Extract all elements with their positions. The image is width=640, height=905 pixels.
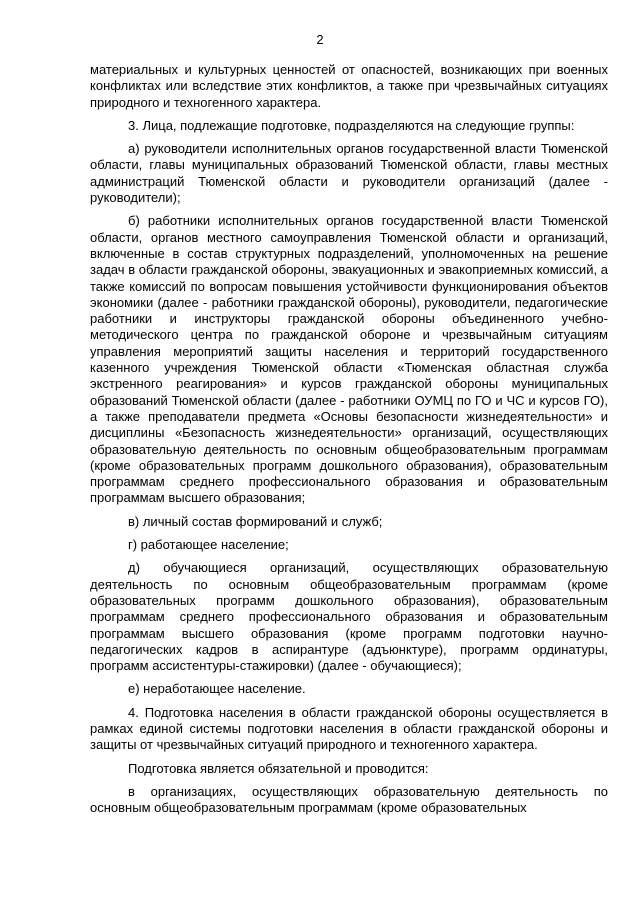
paragraph-organizations: в организациях, осуществляющих образовательную деятельность по основным общеобразовательным программам (кроме образовательных	[90, 783, 608, 816]
paragraph-item-a: а) руководители исполнительных органов государственной власти Тюменской области, главы муниципальных образований Тюменской области, главы местных администраций Тюменской области и руководители организаций (далее - руководители);	[90, 141, 608, 206]
paragraph-item-d: д) обучающиеся организаций, осуществляющих образовательную деятельность по основным общеобразовательным программам (кроме образовательных программ дошкольного образования), образовательным программам среднего профессионального образования и образовательным программам высшего образования (кроме программ подготовки научно-педагогических кадров в аспирантуре (адъюнктуре), программ ординатуры, программ ассистентуры-стажировки) (далее - обучающиеся);	[90, 560, 608, 674]
paragraph-item-v: в) личный состав формирований и служб;	[128, 513, 383, 529]
document-body	[90, 62, 608, 823]
paragraph-item-4: 4. Подготовка населения в области гражданской обороны осуществляется в рамках единой системы подготовки населения в области гражданской обороны и защиты от чрезвычайных ситуаций природного и техногенного характера.	[90, 704, 608, 753]
paragraph-continuation: материальных и культурных ценностей от опасностей, возникающих при военных конфликтах или вследствие этих конфликтов, а также при чрезвычайных ситуациях природного и техногенного характера.	[90, 62, 608, 110]
page-number: 2	[316, 32, 324, 47]
paragraph-item-g: г) работающее население;	[128, 537, 289, 553]
paragraph-item-3: 3. Лица, подлежащие подготовке, подразделяются на следующие группы:	[128, 117, 575, 133]
paragraph-item-b: б) работники исполнительных органов государственной власти Тюменской области, органов местного самоуправления Тюменской области и организаций, включенные в состав структурных подразделений, уполномоченных на решение задач в области гражданской обороны, эвакуационных и эвакоприемных комиссий, а также комиссий по вопросам повышения устойчивости функционирования объектов экономики (далее - работники гражданской обороны), руководители, педагогические работники и инструкторы гражданской обороны объединенного учебно-методического центра по гражданской обороне и чрезвычайным ситуациям управления мероприятий защиты населения и территорий государственного казенного учреждения Тюменской области «Тюменская областная служба экстренного реагирования» и курсов гражданской обороны муниципальных образований Тюменской области (далее - работники ОУМЦ по ГО и ЧС и курсов ГО), а также преподаватели предмета «Основы безопасности жизнедеятельности» и дисциплины «Безопасность жизнедеятельности» организаций, осуществляющих образовательную деятельность по основным общеобразовательным программам (кроме образовательных программ дошкольного образования), образовательным программам среднего профессионального образования и образовательным программам высшего образования;	[90, 213, 608, 506]
paragraph-item-e: е) неработающее население.	[128, 681, 306, 697]
paragraph-mandatory: Подготовка является обязательной и проводится:	[128, 760, 429, 776]
